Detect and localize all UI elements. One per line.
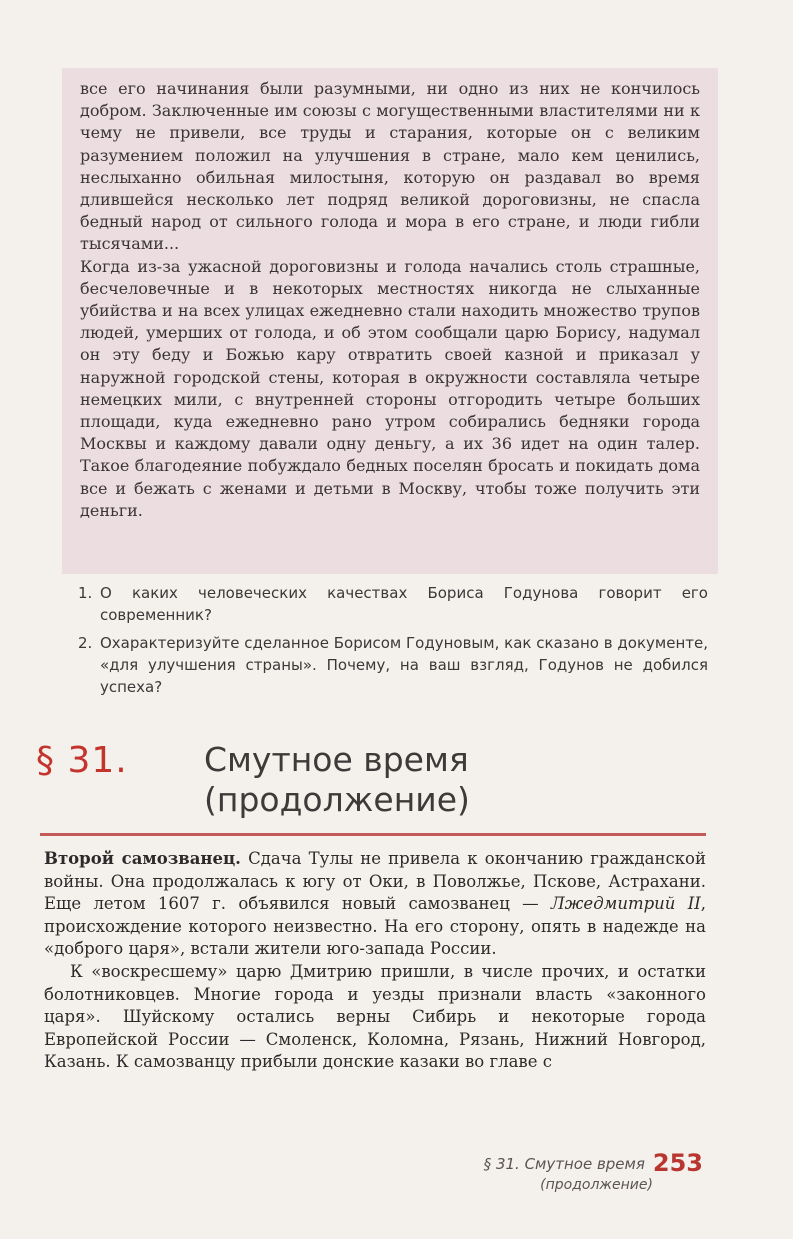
question-item <box>78 582 708 626</box>
section-title-line-1: Смутное время <box>204 740 469 779</box>
running-title: § 31. Смутное время <box>483 1155 645 1173</box>
body-text <box>44 848 706 1074</box>
historical-document-text <box>80 78 700 522</box>
question-text: О каких человеческих качествах Бориса Годунова говорит его современник? <box>100 584 708 624</box>
question-number: 2. <box>78 634 93 652</box>
footer-line-1 <box>483 1149 703 1177</box>
section-divider <box>40 833 706 836</box>
term-false-dmitry-ii: Лжедмитрий II <box>550 894 701 914</box>
document-paragraph-1: все его начинания были разумными, ни одно из них не кончилось добром. Заключенные им союзы с могущественными властителями ни к чему не привели, все труды и старания, которые он с великим разумением положил на улучшения в стране, мало кем ценились, неслыханно обильная милостыня, которую он раздавал во время длившейся несколько лет подряд великой дороговизны, не спасла бедный народ от сильного голода и мора в его стране, и люди гибли тысячами... <box>80 79 700 254</box>
subheading-second-pretender: Второй самозванец. <box>44 849 241 868</box>
section-heading <box>36 740 716 830</box>
running-subtitle: (продолжение) <box>540 1177 653 1193</box>
body-paragraph-1 <box>44 848 706 961</box>
body-paragraph-2: К «воскресшему» царю Дмитрию пришли, в числе прочих, и остатки болотниковцев. Многие города и уезды признали власть «законного царя». Шуйскому остались верны Сибирь и некоторые города Европейской России — Смоленск, Коломна, Рязань, Нижний Новгород, Казань. К самозванцу прибыли донские казаки во главе с <box>44 961 706 1072</box>
question-item <box>78 632 708 698</box>
document-paragraph-2: Когда из-за ужасной дороговизны и голода начались столь страшные, бесчеловечные и в некоторых местностях никогда не слыханные убийства и на всех улицах ежедневно стали находить множество трупов людей, умерших от голода, и об этом сообщали царю Борису, надумал он эту беду и Божью кару отвратить своей казной и приказал у наружной городской стены, которая в окружности составляла четыре немецких мили, с внутренней стороны отгородить четыре больших площади, куда ежедневно рано утром собирались бедняки города Москвы и каждому давали одну деньгу, а их 36 идет на один талер. Такое благодеяние побуждало бедных поселян бросать и покидать дома все и бежать с женами и детьми в Москву, чтобы тоже получить эти деньги. <box>80 256 700 520</box>
question-number: 1. <box>78 584 93 602</box>
section-title <box>204 740 470 820</box>
question-text: Охарактеризуйте сделанное Борисом Годуновым, как сказано в документе, «для улучшения страны». Почему, на ваш взгляд, Годунов не добился успеха? <box>100 634 708 696</box>
body-paragraph-1-part-b: , происхождение которого неизвестно. На его сторону, опять в надежде на «доброго царя», встали жители юго-запада России. <box>44 894 706 959</box>
section-number: § 31. <box>36 740 128 781</box>
page-footer <box>483 1149 703 1195</box>
page-number: 253 <box>652 1149 703 1177</box>
section-title-line-2: (продолжение) <box>204 780 470 819</box>
questions-list <box>78 582 708 704</box>
body-paragraph-1-part-a: Сдача Тулы не привела к окончанию гражданской войны. Она продолжалась к югу от Оки, в Поволжье, Пскове, Астрахани. Еще летом 1607 г. объявился новый самозванец — <box>44 849 706 914</box>
